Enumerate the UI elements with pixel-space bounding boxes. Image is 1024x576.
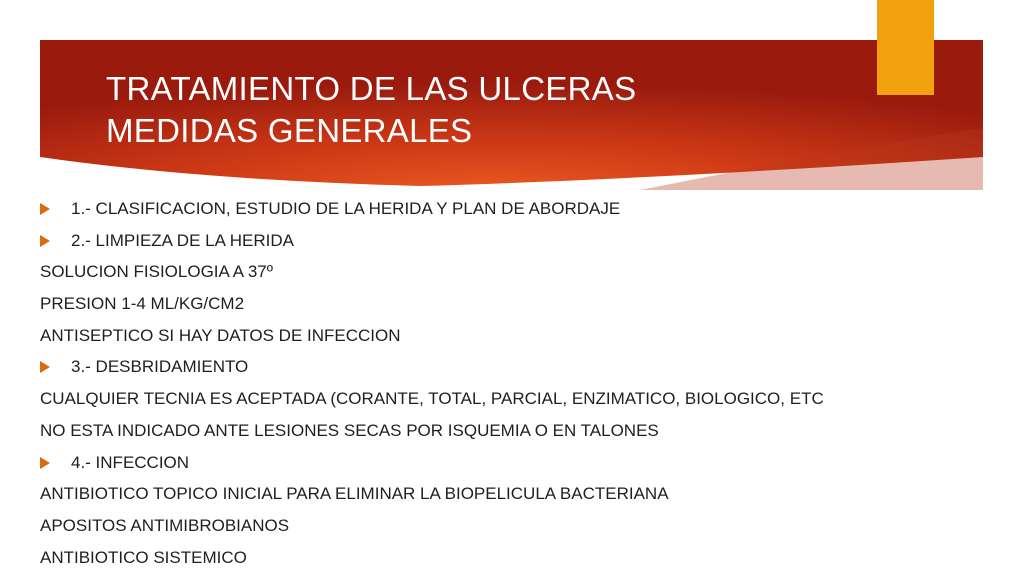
bullet-arrow-icon [40, 361, 50, 373]
sub-item-text: NO ESTA INDICADO ANTE LESIONES SECAS POR ISQUEMIA O EN TALONES [40, 420, 659, 440]
bullet-item [40, 193, 1000, 225]
sub-item [40, 256, 1000, 288]
bullet-text: 2.- LIMPIEZA DE LA HERIDA [71, 230, 294, 250]
bullet-text: 4.- INFECCION [71, 452, 190, 472]
bullet-arrow-icon [40, 235, 50, 247]
slide-title-line-2: MEDIDAS GENERALES [106, 112, 473, 149]
accent-tab [877, 0, 934, 95]
bullet-text: 3.- DESBRIDAMIENTO [71, 357, 249, 377]
sub-item [40, 320, 1000, 352]
sub-item-text: ANTISEPTICO SI HAY DATOS DE INFECCION [40, 325, 401, 345]
sub-item-text: ANTIBIOTICO TOPICO INICIAL PARA ELIMINAR LA BIOPELICULA BACTERIANA [40, 484, 669, 504]
sub-item-text: APOSITOS ANTIMIBROBIANOS [40, 515, 290, 535]
sub-item [40, 542, 1000, 574]
sub-item-text: CUALQUIER TECNIA ES ACEPTADA (CORANTE, TOTAL, PARCIAL, ENZIMATICO, BIOLOGICO, ETC [40, 389, 824, 409]
bullet-text: 1.- CLASIFICACION, ESTUDIO DE LA HERIDA Y PLAN DE ABORDAJE [71, 199, 621, 218]
sub-item-text: SOLUCION FISIOLOGIA A 37º [40, 262, 273, 282]
sub-item-text: ANTIBIOTICO SISTEMICO [40, 547, 247, 567]
sub-item-text: PRESION 1-4 ML/KG/CM2 [40, 294, 245, 314]
bullet-item [40, 351, 1000, 383]
bullet-arrow-icon [40, 457, 50, 469]
bullet-item [40, 447, 1000, 479]
title-banner [40, 40, 983, 190]
sub-item [40, 383, 1000, 415]
sub-item [40, 510, 1000, 542]
slide-title-line-1: TRATAMIENTO DE LAS ULCERAS [106, 70, 637, 107]
sub-item [40, 478, 1000, 510]
slide-title [106, 68, 636, 152]
slide-content [40, 193, 1000, 573]
bullet-item [40, 225, 1000, 257]
sub-item [40, 415, 1000, 447]
bullet-arrow-icon [40, 203, 50, 215]
sub-item [40, 288, 1000, 320]
